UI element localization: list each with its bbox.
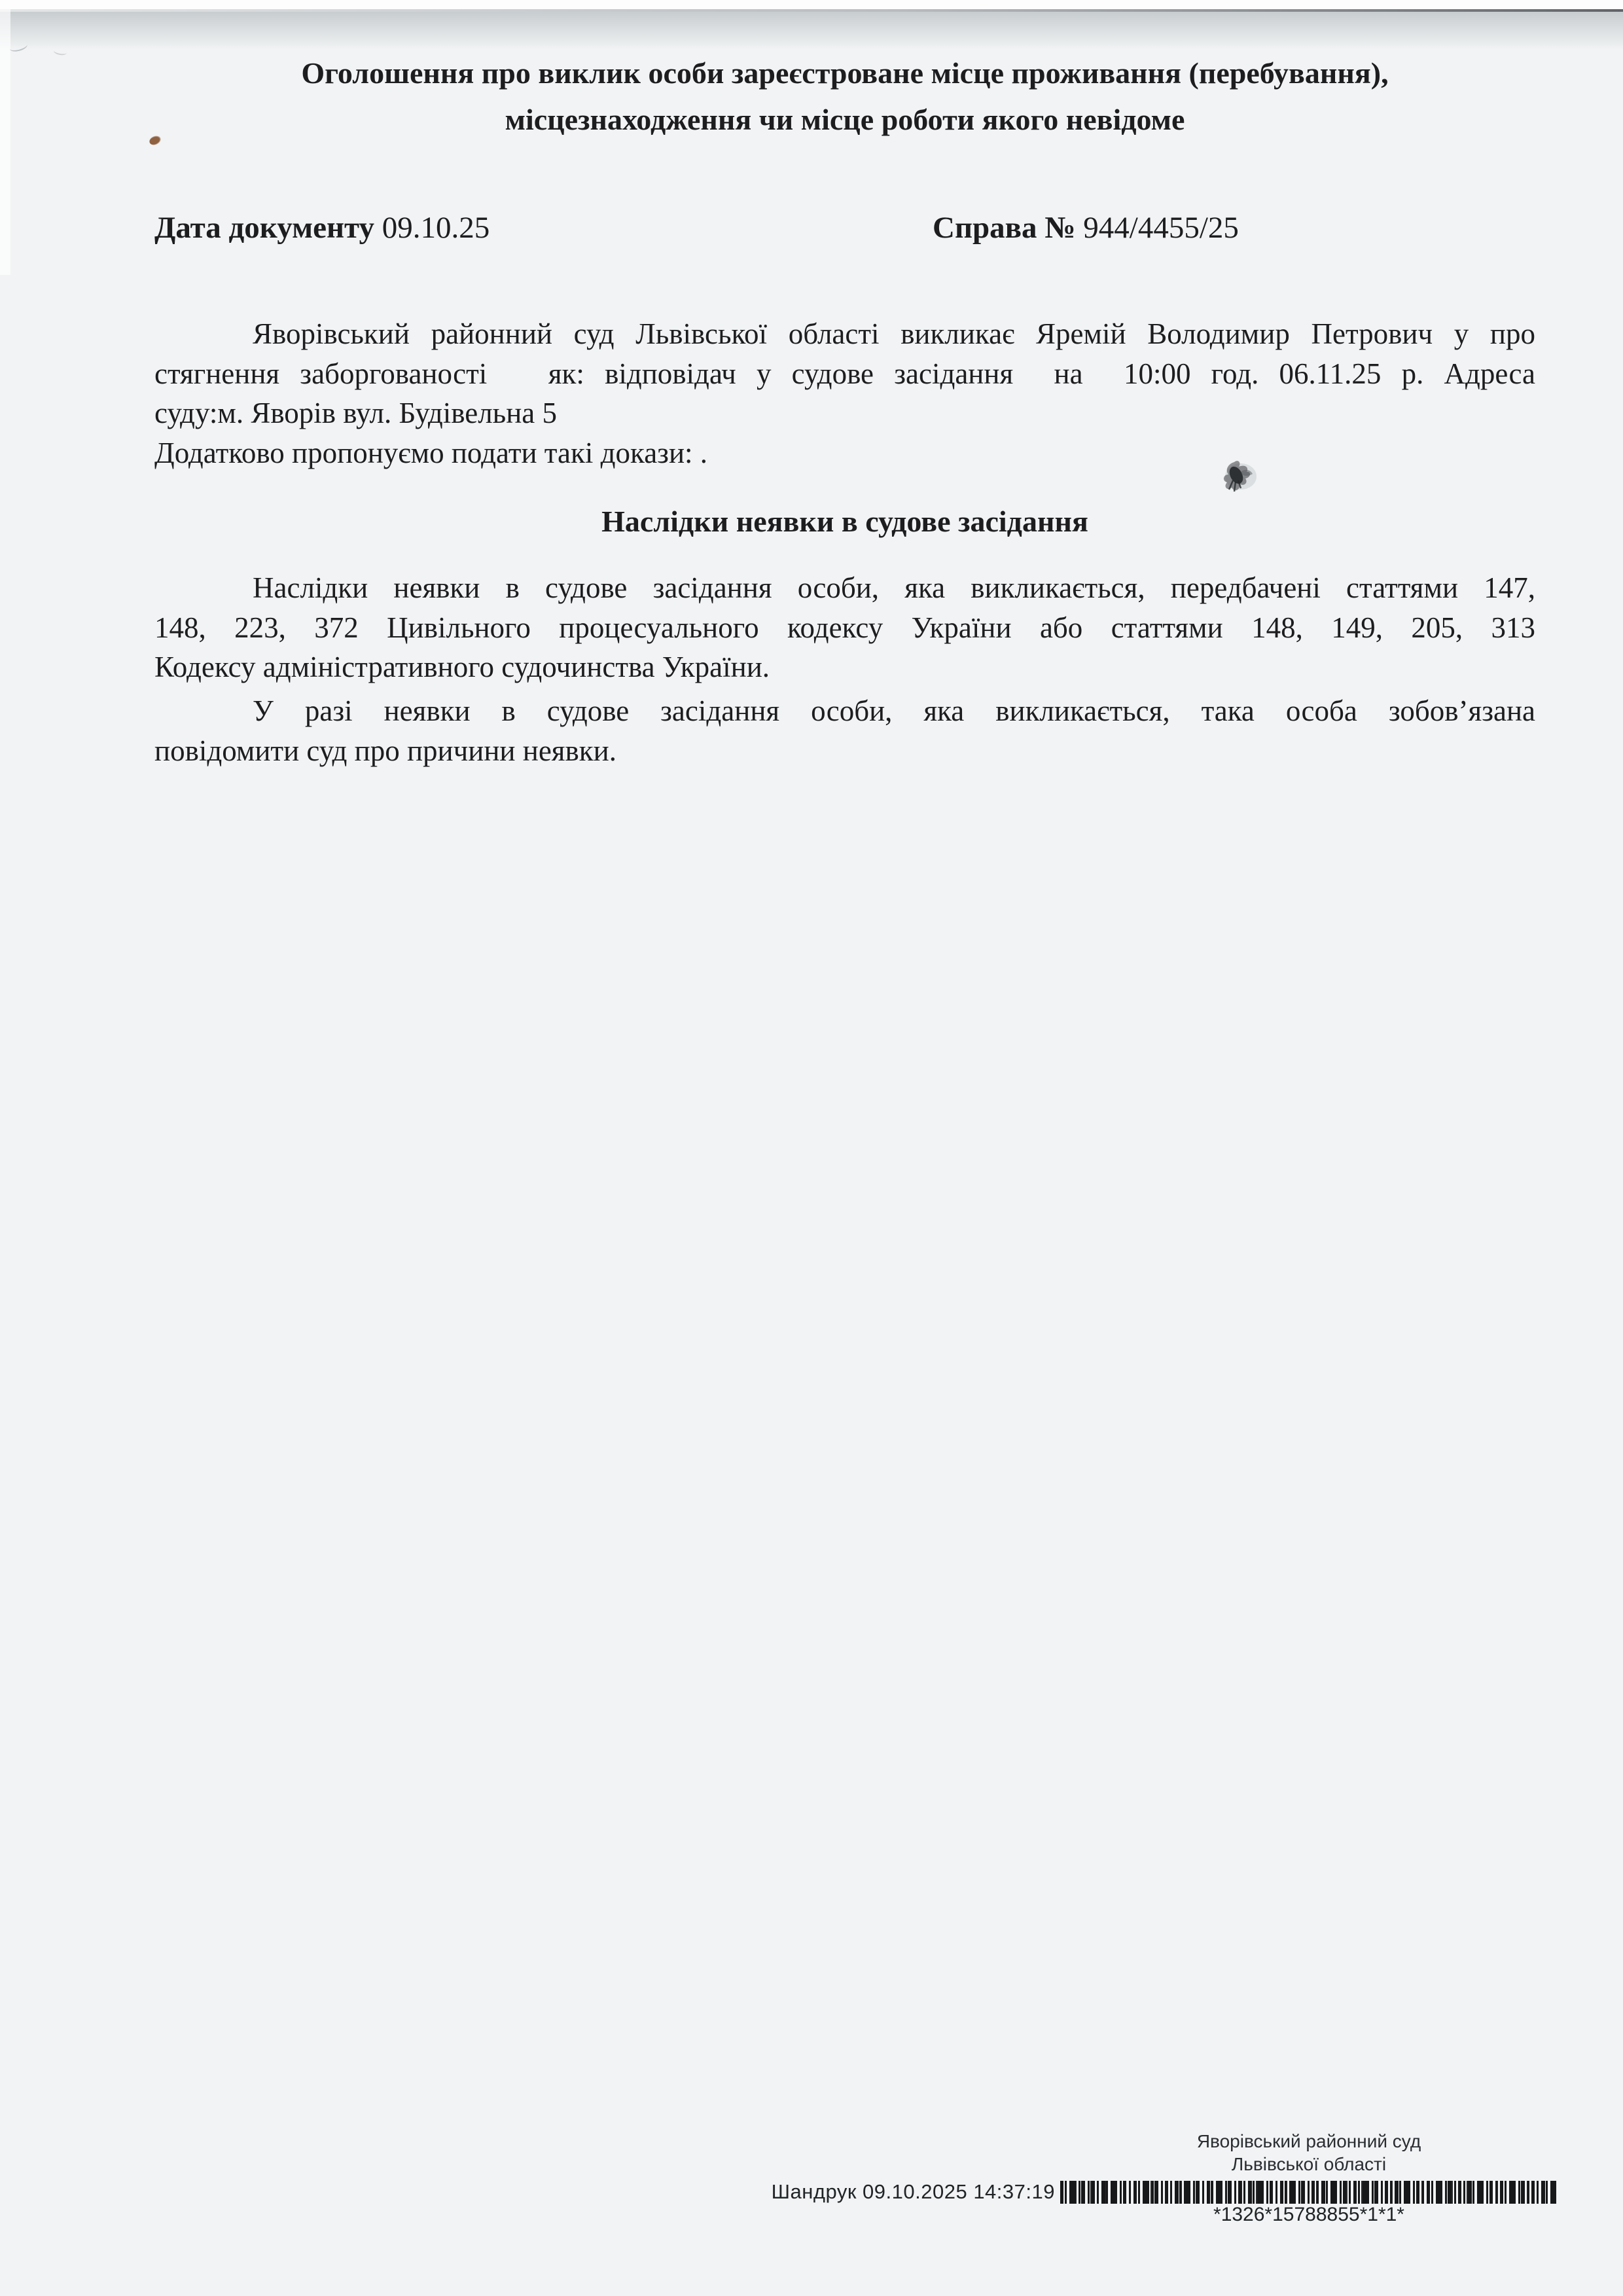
obligation-line: У разі неявки в судове засідання особи, яка викликається, така особа зобов’язана xyxy=(253,694,1535,727)
case-number-label: Справа № xyxy=(933,211,1076,245)
summons-line: стягнення заборгованості як: відповідач у судове засідання на 10:00 год. 06.11.25 р. Адреса xyxy=(154,357,1535,390)
document-title-line-1: Оголошення про виклик особи зареєстроване місце проживання (перебування), xyxy=(301,56,1389,90)
document-date xyxy=(154,208,1535,248)
footer-court-name xyxy=(1113,2130,1505,2176)
footer-court-name-line-2: Львівської області xyxy=(1231,2154,1387,2174)
document-title-line-2: місцезнаходження чи місце роботи якого невідоме xyxy=(505,103,1185,136)
consequences-line: 148, 223, 372 Цивільного процесуального кодексу України або статтями 148, 149, 205, 313 xyxy=(154,611,1535,644)
footer-signature-stamp: Шандрук 09.10.2025 14:37:19 xyxy=(771,2180,1055,2203)
obligation-paragraph xyxy=(154,691,1535,770)
case-number-value: 944/4455/25 xyxy=(1083,211,1239,245)
summons-line: Яворівський районний суд Львівської області викликає Яремій Володимир Петрович у про xyxy=(253,317,1535,350)
case-number xyxy=(933,208,1239,248)
consequences-line: Наслідки неявки в судове засідання особи, яка викликається, передбачені статтями 147, xyxy=(253,571,1535,604)
document-title xyxy=(154,50,1535,143)
section-heading: Наслідки неявки в судове засідання xyxy=(601,505,1088,538)
barcode xyxy=(1060,2181,1556,2204)
consequences-paragraph xyxy=(154,568,1535,687)
court-address-line: суду:м. Яворів вул. Будівельна 5 xyxy=(154,397,557,429)
document-date-value: 09.10.25 xyxy=(382,211,490,245)
text-column xyxy=(154,0,1535,2296)
barcode-value: *1326*15788855*1*1* xyxy=(1213,2204,1404,2225)
evidence-request-line: Додатково пропонуємо подати такі докази: . xyxy=(154,436,708,469)
consequences-line: Кодексу адміністративного судочинства України. xyxy=(154,651,770,683)
obligation-line: повідомити суд про причини неявки. xyxy=(154,734,616,767)
document-meta-row xyxy=(154,208,1535,248)
footer-court-name-line-1: Яворівський районний суд xyxy=(1196,2131,1421,2151)
document-date-label: Дата документу xyxy=(154,211,375,245)
summons-paragraph xyxy=(154,314,1535,473)
paper-left-edge-highlight xyxy=(0,0,10,275)
